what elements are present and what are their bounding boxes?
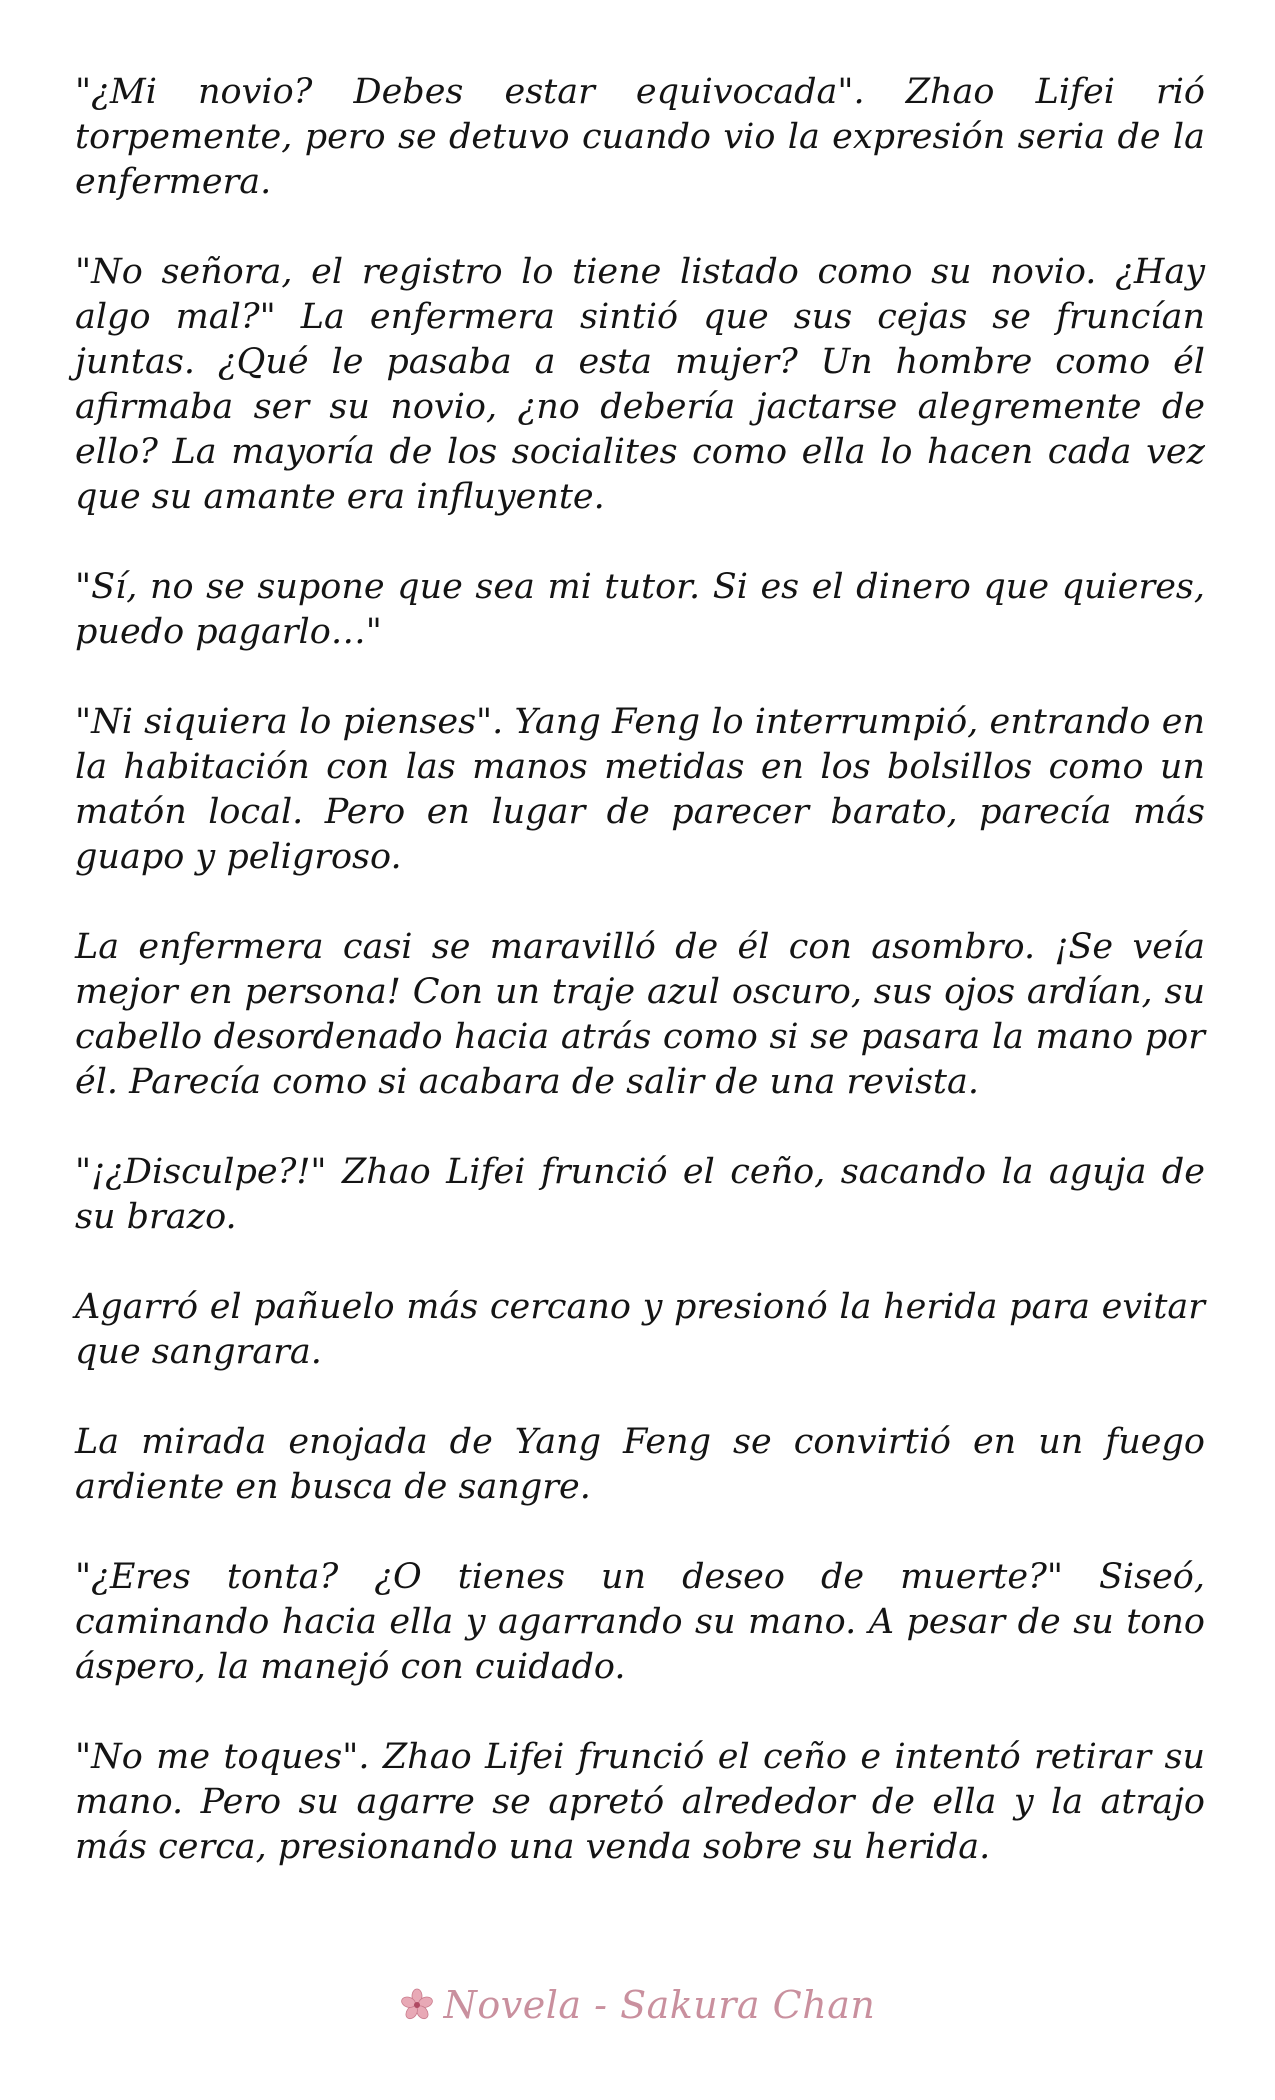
paragraph: "No señora, el registro lo tiene listado como su novio. ¿Hay algo mal?" La enfermera sintió que sus cejas se fruncían juntas. ¿Qué le pasaba a esta mujer? Un hombre como él afirmaba ser su novio, ¿no debería jactarse alegremente de ello? La mayoría de los socialites como ella lo hacen cada vez que su amante era influyente. bbox=[75, 252, 1205, 517]
paragraph: La mirada enojada de Yang Feng se convirtió en un fuego ardiente en busca de sangre. bbox=[75, 1422, 1205, 1507]
sakura-flower-icon bbox=[400, 1988, 434, 2022]
paragraph: La enfermera casi se maravilló de él con asombro. ¡Se veía mejor en persona! Con un traje azul oscuro, sus ojos ardían, su cabello desordenado hacia atrás como si se pasara la mano por él. Parecía como si acabara de salir de una revista. bbox=[75, 927, 1205, 1102]
paragraph: "¿Eres tonta? ¿O tienes un deseo de muerte?" Siseó, caminando hacia ella y agarrando su mano. A pesar de su tono áspero, la manejó con cuidado. bbox=[75, 1557, 1205, 1687]
footer-text: Novela - Sakura Chan bbox=[443, 1983, 876, 2027]
paragraph: Agarró el pañuelo más cercano y presionó la herida para evitar que sangrara. bbox=[75, 1287, 1205, 1372]
paragraph: "Ni siquiera lo pienses". Yang Feng lo interrumpió, entrando en la habitación con las manos metidas en los bolsillos como un matón local. Pero en lugar de parecer barato, parecía más guapo y peligroso. bbox=[75, 702, 1205, 877]
paragraph: "¡¿Disculpe?!" Zhao Lifei frunció el ceño, sacando la aguja de su brazo. bbox=[75, 1152, 1205, 1237]
paragraph: "¿Mi novio? Debes estar equivocada". Zhao Lifei rió torpemente, pero se detuvo cuando vio la expresión seria de la enfermera. bbox=[75, 72, 1205, 202]
paragraph: "Sí, no se supone que sea mi tutor. Si es el dinero que quieres, puedo pagarlo…" bbox=[75, 567, 1205, 652]
document-body bbox=[75, 70, 1205, 1915]
paragraph: "No me toques". Zhao Lifei frunció el ceño e intentó retirar su mano. Pero su agarre se apretó alrededor de ella y la atrajo más cerca, presionando una venda sobre su herida. bbox=[75, 1737, 1205, 1867]
footer-watermark bbox=[0, 1980, 1275, 2030]
